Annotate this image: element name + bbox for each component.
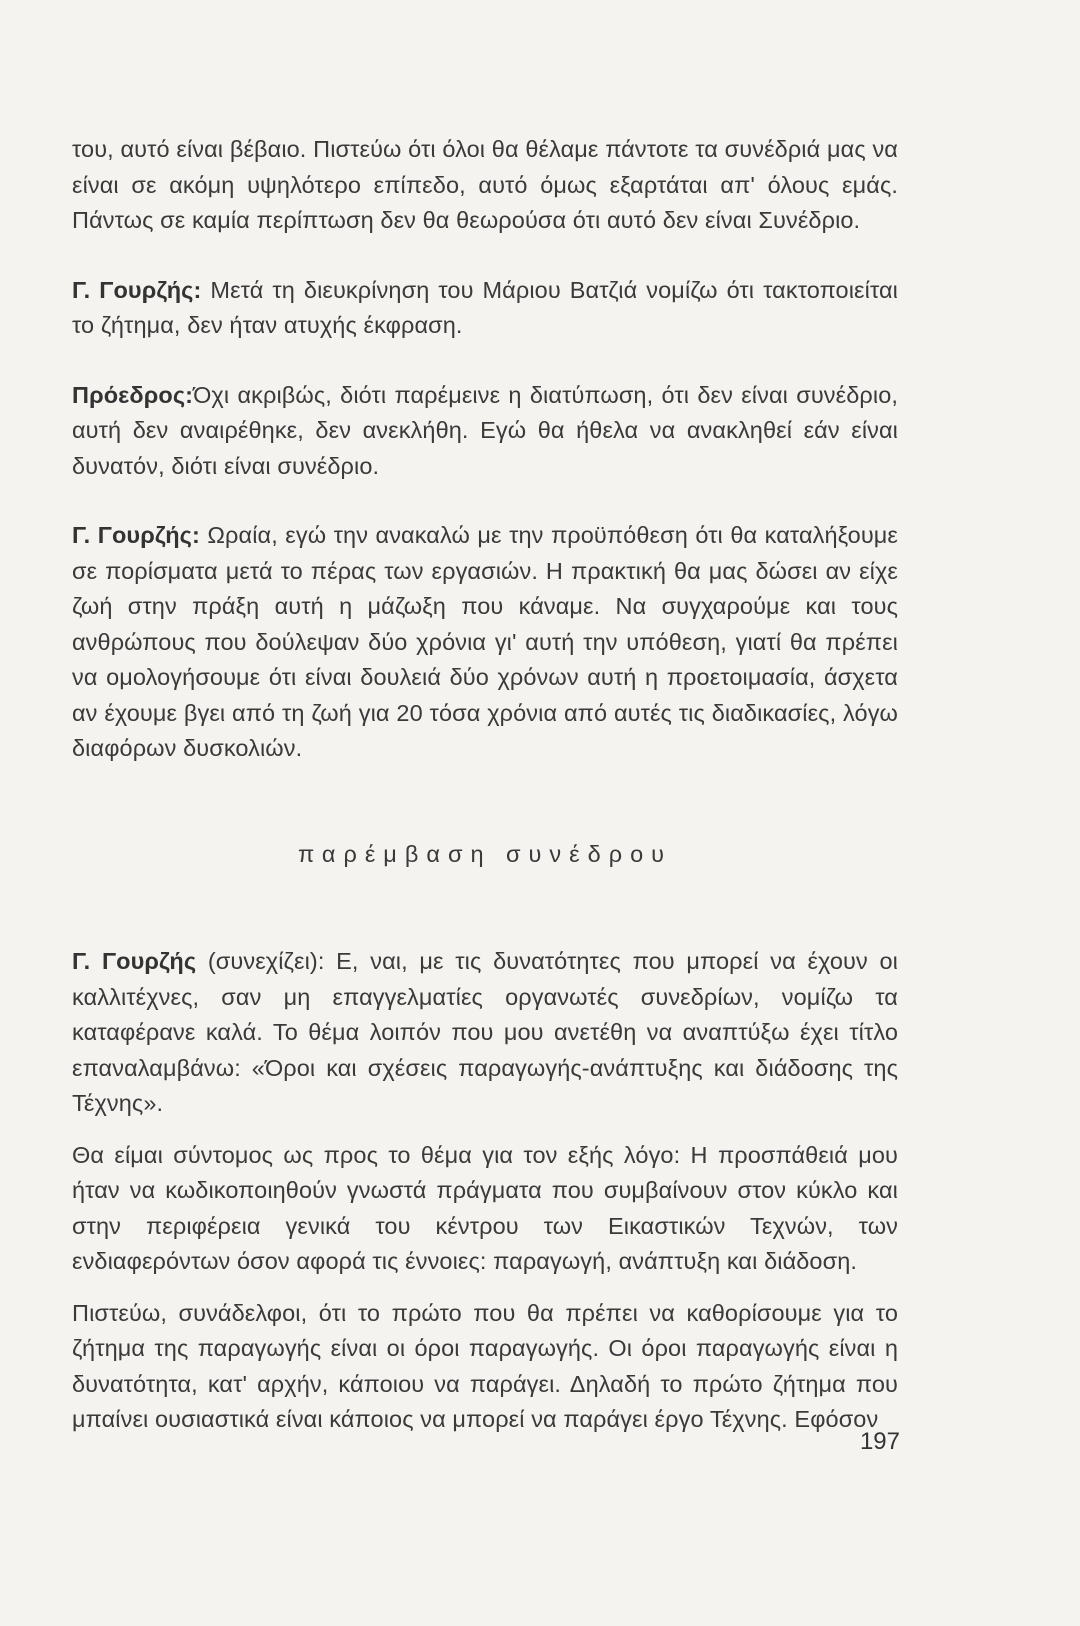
speaker-name: Γ. Γουρζής:	[72, 522, 200, 548]
paragraph-text: Θα είμαι σύντομος ως προς το θέμα για τον εξής λόγο: Η προσπάθειά μου ήταν να κωδικοποιηθούν γνωστά πράγματα που συμβαίνουν στον κύκλο και στην περιφέρεια γενικά του κέντρου των Εικαστικών Τεχνών, των ενδιαφερόντων όσον αφορά τις έννοιες: παραγωγή, ανάπτυξη και διάδοση.	[72, 1141, 898, 1274]
paragraph-text: (συνεχίζει): Ε, ναι, με τις δυνατότητες που μπορεί να έχουν οι καλλιτέχνες, σαν μη επαγγελματίες οργανωτές συνεδρίων, νομίζω τα καταφέρανε καλά. Το θέμα λοιπόν που μου ανετέθη να αναπτύξω έχει τίτλο επαναλαμβάνω: «Όροι και σχέσεις παραγωγής-ανάπτυξης και διάδοσης της Τέχνης».	[72, 948, 898, 1116]
speaker-name: Πρόεδρος:	[72, 381, 194, 408]
paragraph-text: Όχι ακριβώς, διότι παρέμεινε η διατύπωση, ότι δεν είναι συνέδριο, αυτή δεν αναιρέθηκε, δεν ανεκλήθη. Εγώ θα ήθελα να ανακληθεί εάν είναι δυνατόν, διότι είναι συνέδριο.	[72, 381, 898, 479]
interjection-note: παρέμβαση συνέδρου	[297, 840, 672, 867]
paragraph-text: Πιστεύω, συνάδελφοι, ότι το πρώτο που θα πρέπει να καθορίσουμε για το ζήτημα της παραγωγής είναι οι όροι παραγωγής. Οι όροι παραγωγής είναι η δυνατότητα, κατ' αρχήν, κάποιου να παράγει. Δηλαδή το πρώτο ζήτημα που μπαίνει ουσιαστικά είναι κάποιος να μπορεί να παράγει έργο Τέχνης. Εφόσον	[72, 1299, 898, 1432]
speaker-name: Γ. Γουρζής	[72, 948, 197, 974]
speaker-name: Γ. Γουρζής:	[72, 276, 202, 303]
paragraph-text: Μετά τη διευκρίνηση του Μάριου Βατζιά νομίζω ότι τακτοποιείται το ζήτημα, δεν ήταν ατυχής έκφραση.	[72, 276, 899, 338]
paragraph-president	[72, 378, 898, 485]
paragraph-gourzis-continues	[72, 944, 898, 1122]
paragraph-gourzis-2	[72, 518, 898, 767]
paragraph-brief	[72, 1138, 898, 1280]
paragraph-production-terms	[72, 1296, 898, 1438]
paragraph-continuation	[72, 132, 898, 239]
paragraph-text: του, αυτό είναι βέβαιο. Πιστεύω ότι όλοι θα θέλαμε πάντοτε τα συνέδριά μας να είναι σε ακόμη υψηλότερο επίπεδο, αυτό όμως εξαρτάται απ' όλους εμάς. Πάντως σε καμία περίπτωση δεν θα θεωρούσα ότι αυτό δεν είναι Συνέδριο.	[72, 136, 898, 233]
page-number: 197	[859, 1428, 900, 1455]
text-column	[72, 132, 898, 1438]
paragraph-gourzis-1	[72, 273, 898, 344]
paragraph-text: Ωραία, εγώ την ανακαλώ με την προϋπόθεση ότι θα καταλήξουμε σε πορίσματα μετά το πέρας των εργασιών. Η πρακτική θα μας δώσει αν είχε ζωή στην πράξη αυτή η μάζωξη που κάναμε. Να συγχαρούμε και τους ανθρώπους που δούλεψαν δύο χρόνια γι' αυτή την υπόθεση, γιατί θα πρέπει να ομολογήσουμε ότι είναι δουλειά δύο χρόνων αυτή η προετοιμασία, άσχετα αν έχουμε βγει από τη ζωή για 20 τόσα χρόνια από αυτές τις διαδικασίες, λόγω διαφόρων δυσκολιών.	[72, 522, 898, 761]
